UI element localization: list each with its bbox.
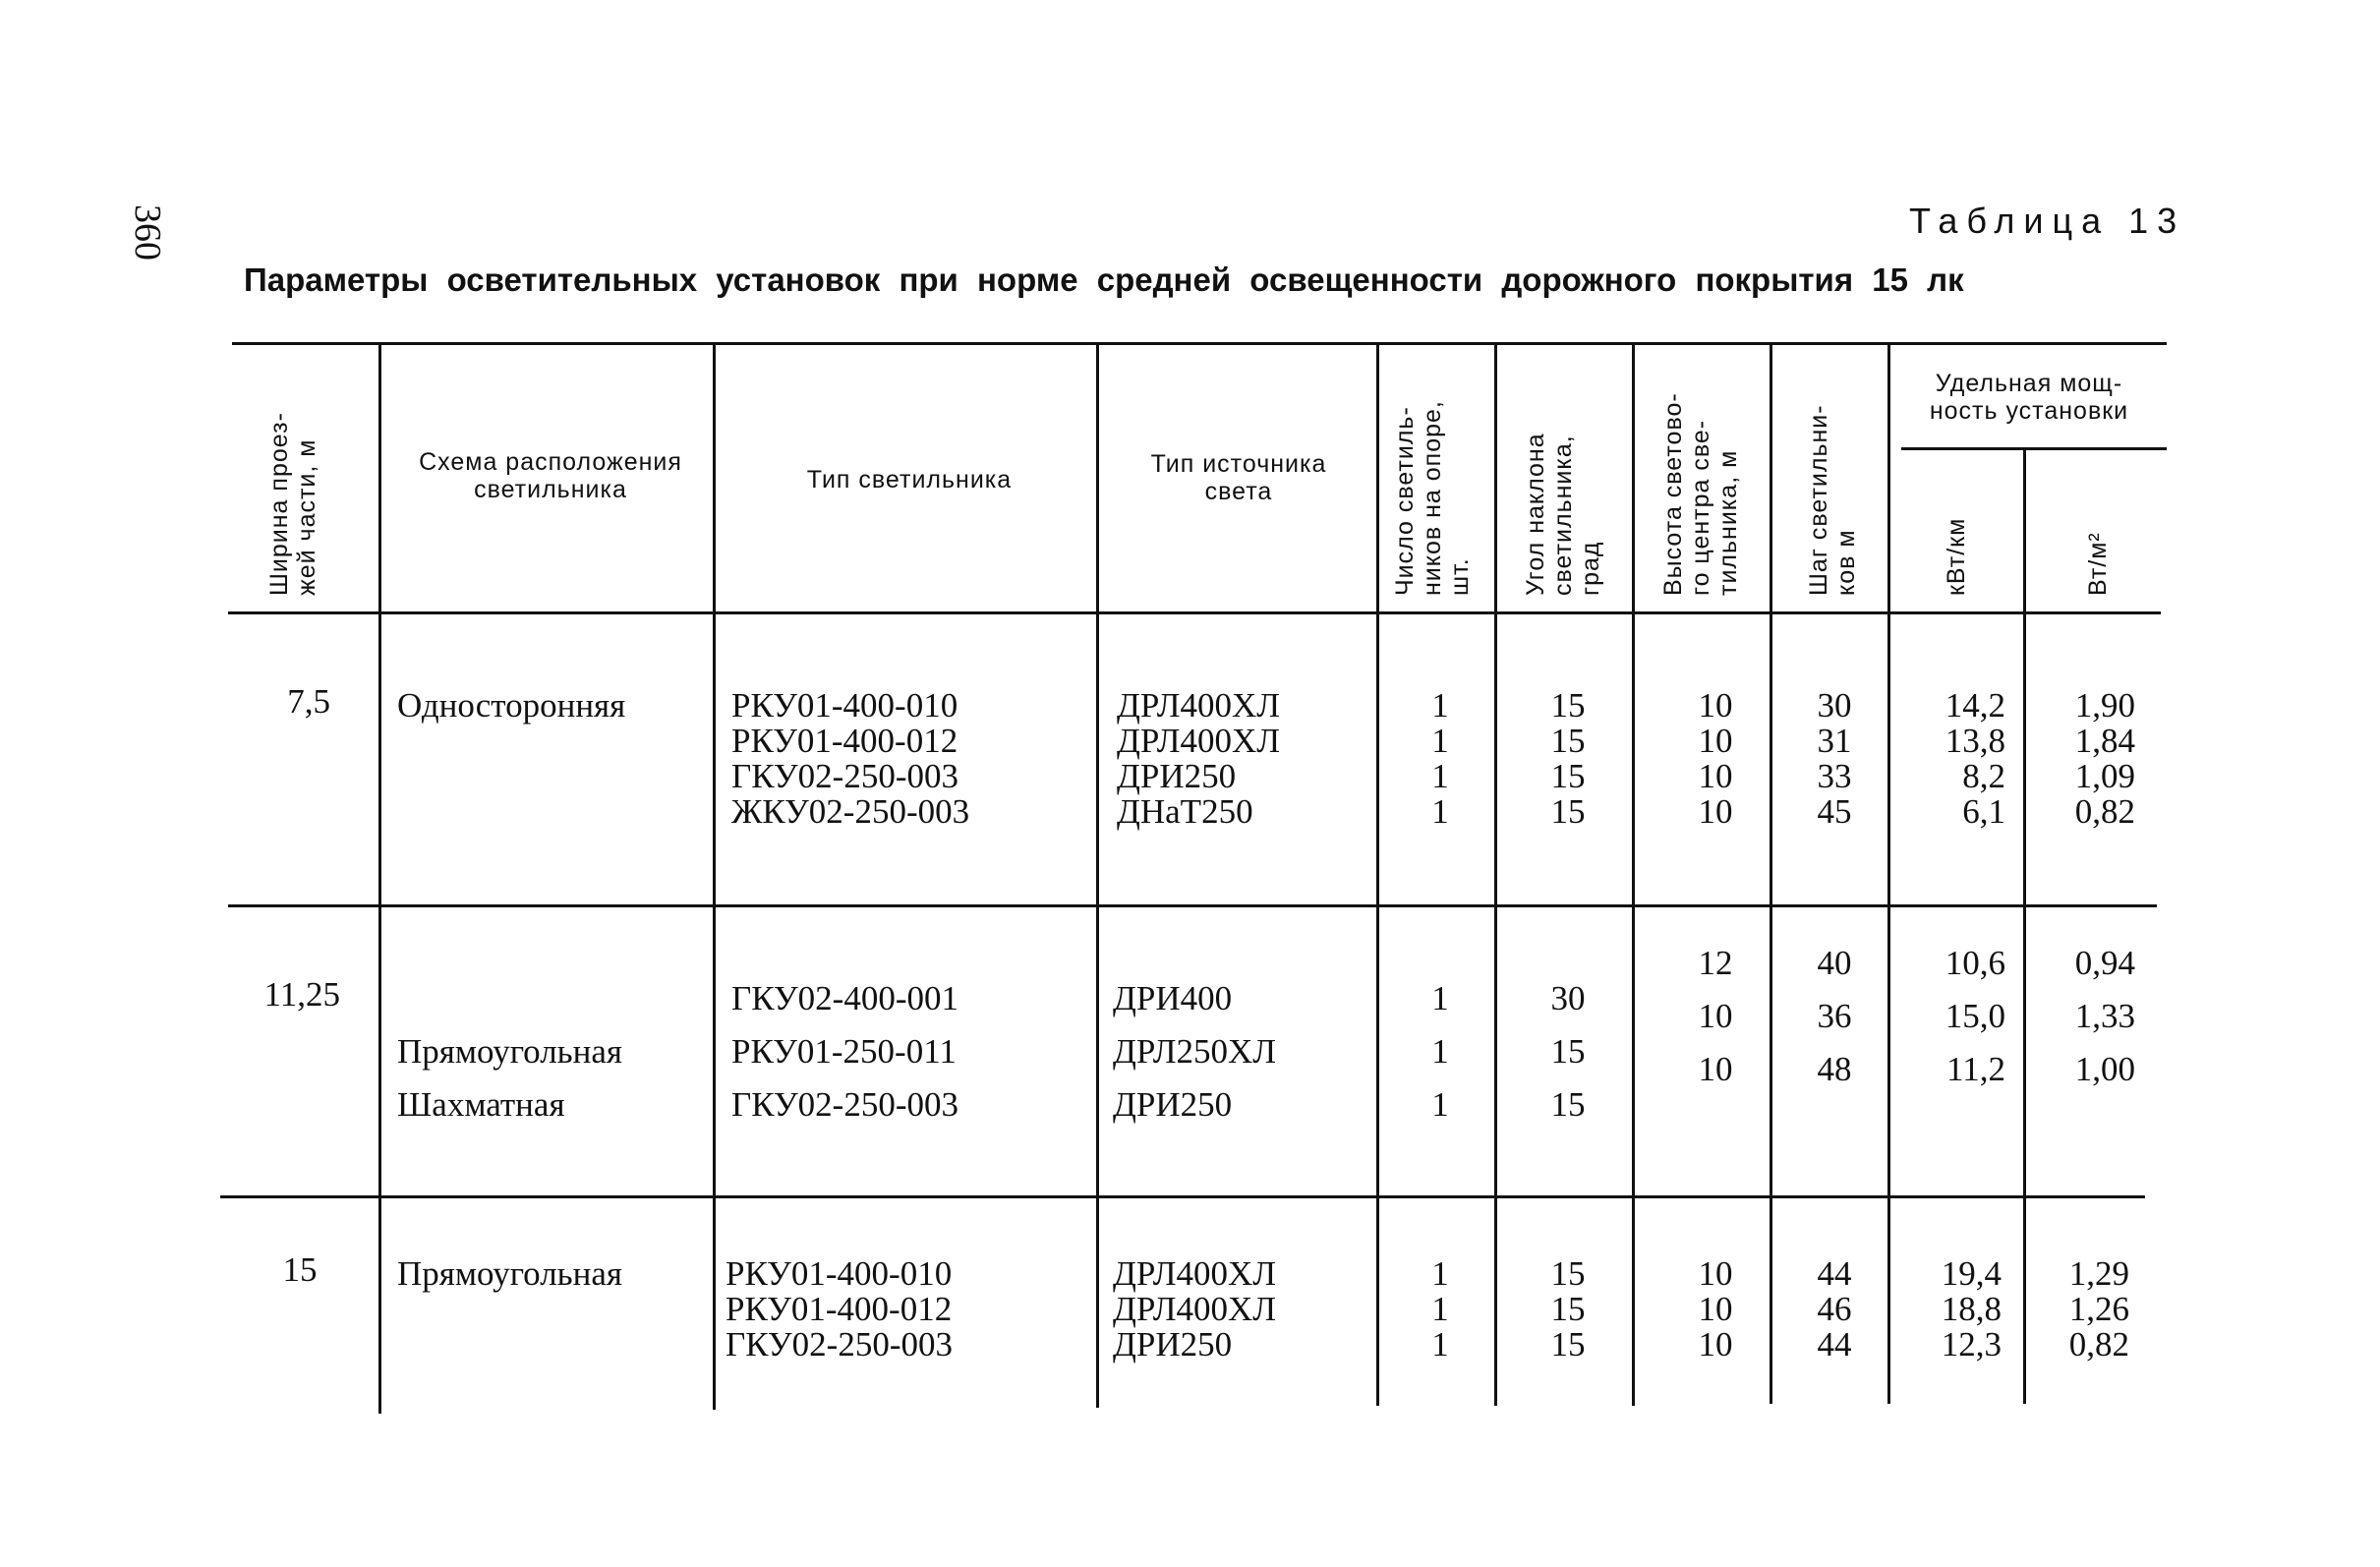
cell-source-line: ДРЛ250ХЛ [1113,1032,1276,1071]
cell-kw-line: 8,2 [1962,757,2005,795]
header-height-line: го центра све- [1687,419,1714,596]
cell-source-line: ДРЛ400ХЛ [1113,1254,1276,1293]
cell-scheme [397,688,625,724]
cell-luminaire-line: РКУ01-250-011 [731,1032,957,1071]
cell-luminaire-line: ГКУ02-250-003 [731,1085,958,1124]
cell-scheme-line: Прямоугольная [397,1032,623,1071]
header-count-line: Число светиль- [1391,406,1419,596]
cell-wm2-line: 1,29 [2068,1254,2129,1293]
cell-luminaire [731,688,969,830]
cell-wm2-line: 0,82 [2074,792,2135,831]
cell-angle [1514,688,1622,830]
cell-step [1787,688,1882,830]
cell-step-line: 44 [1817,1325,1852,1364]
cell-count-line: 1 [1431,1032,1449,1071]
header-angle [1522,433,1604,596]
header-height [1659,392,1742,596]
header-angle-line: Угол наклона [1522,433,1549,596]
cell-source-line: ДРЛ400ХЛ [1113,1290,1276,1328]
cell-height-line: 10 [1698,757,1733,795]
cell-count [1396,1256,1484,1363]
cell-height-line: 10 [1698,686,1733,725]
cell-angle-line: 15 [1550,1290,1586,1328]
cell-step-line: 40 [1817,944,1852,982]
cell-source-line: ДРЛ400ХЛ [1117,686,1280,725]
cell-width: 7,5 [287,682,330,721]
cell-luminaire-line: РКУ01-400-010 [726,1254,953,1293]
header-step-line: ков м [1832,529,1860,596]
cell-angle-line: 15 [1550,1254,1586,1293]
cell-count-line: 1 [1431,1254,1449,1293]
cell-height [1661,1256,1770,1363]
col-divider-6 [1632,344,1635,1406]
header-scheme-line: Схема расположения [419,448,682,476]
cell-width: 15 [282,1250,318,1289]
cell-height-line: 10 [1698,1254,1733,1293]
cell-angle-line: 15 [1550,1032,1586,1071]
cell-wm2-line: 1,84 [2074,722,2135,760]
cell-count-line: 1 [1431,686,1449,725]
header-scheme-line: светильника [474,476,627,503]
cell-count-line: 1 [1431,757,1449,795]
cell-angle-line: 30 [1550,979,1586,1017]
cell-height-line: 12 [1698,944,1733,982]
cell-step-line: 44 [1817,1254,1852,1293]
cell-source [1117,688,1280,830]
header-power [1893,370,2165,425]
header-angle-line: град [1577,541,1604,596]
cell-wm2-line: 1,26 [2068,1290,2129,1328]
rule-group-1 [228,904,2157,907]
cell-kw-line: 19,4 [1941,1254,2002,1293]
cell-source-line: ДРИ250 [1113,1325,1233,1364]
cell-luminaire [726,1256,953,1363]
cell-kw-line: 12,3 [1941,1325,2002,1364]
cell-height-line: 10 [1698,1325,1733,1364]
cell-step-line: 46 [1817,1290,1852,1328]
rule-group-2 [220,1195,2145,1198]
cell-scheme-line: Односторонняя [397,686,626,725]
cell-kw-line: 13,8 [1945,722,2005,760]
cell-scheme-line: Прямоугольная [397,1254,623,1293]
cell-kw-line: 15,0 [1945,997,2005,1035]
cell-wm2-line: 1,90 [2074,686,2135,725]
cell-angle-line: 15 [1550,1085,1586,1124]
cell-step-line: 48 [1817,1050,1852,1088]
cell-count-line: 1 [1431,722,1449,760]
col-divider-8 [1887,344,1890,1404]
cell-step-line: 36 [1817,997,1852,1035]
header-count [1391,400,1474,596]
header-step-line: Шаг светильни- [1805,404,1832,596]
header-scheme [393,448,708,503]
cell-kw-line: 14,2 [1945,686,2005,725]
table-title: Параметры осветительных установок при норме средней освещенности дорожного покрытия 15 лк [244,261,1964,298]
cell-step-line: 33 [1817,757,1852,795]
header-width-line: жей части, м [293,438,320,596]
cell-source-line: ДРИ250 [1113,1085,1233,1124]
cell-height-line: 10 [1698,722,1733,760]
cell-count-line: 1 [1431,1085,1449,1124]
cell-width: 11,25 [263,975,340,1014]
header-angle-line: светильника, [1549,435,1577,596]
cell-angle [1514,1256,1622,1363]
cell-step-line: 31 [1817,722,1852,760]
col-divider-7 [1770,344,1772,1404]
cell-source-line: ДРИ250 [1117,757,1237,795]
header-power-line: Удельная мощ- [1935,370,2123,397]
cell-wm2 [2025,1256,2129,1363]
cell-angle-line: 15 [1550,1325,1586,1364]
cell-angle-line: 15 [1550,722,1586,760]
header-count-line: ников на опоре, [1419,400,1446,596]
header-power-line: ность установки [1929,397,2129,425]
header-height-line: тильника, м [1714,449,1742,596]
col-divider-4 [1376,344,1379,1406]
cell-source [1113,1256,1276,1363]
header-width [265,412,320,596]
col-divider-5 [1494,344,1497,1406]
cell-kw-line: 11,2 [1946,1050,2005,1088]
cell-step [1787,1256,1882,1363]
cell-height-line: 10 [1698,997,1733,1035]
cell-wm2-line: 1,00 [2074,1050,2135,1088]
col-divider-1 [378,344,381,1414]
cell-height-line: 10 [1698,792,1733,831]
cell-height-line: 10 [1698,1050,1733,1088]
cell-count-line: 1 [1431,1290,1449,1328]
col-divider-2 [713,344,716,1410]
page-number: 360 [127,204,168,261]
cell-scheme [397,1256,622,1292]
cell-step-line: 45 [1817,792,1852,831]
header-kw: кВт/км [1943,517,1970,596]
cell-angle-line: 15 [1550,686,1586,725]
cell-luminaire-line: РКУ01-400-012 [726,1290,953,1328]
header-width-line: Ширина проез- [265,412,293,596]
rule-header-bottom [228,611,2161,614]
cell-count-line: 1 [1431,1325,1449,1364]
rule-power-sub [1901,447,2167,450]
cell-kw-line: 10,6 [1945,944,2005,982]
cell-count-line: 1 [1431,979,1449,1017]
cell-luminaire-line: ГКУ02-250-003 [731,757,958,795]
table-label: Таблица 13 [1909,201,2186,241]
cell-height-line: 10 [1698,1290,1733,1328]
cell-luminaire-line: ГКУ02-400-001 [731,979,958,1017]
header-count-line: шт. [1446,557,1474,596]
cell-source-line: ДРИ400 [1113,979,1233,1017]
header-luminaire: Тип светильника [806,466,1013,493]
cell-count-line: 1 [1431,792,1449,831]
cell-luminaire-line: ЖКУ02-250-003 [731,792,970,831]
cell-count [1396,688,1484,830]
cell-kw-line: 6,1 [1962,792,2005,831]
cell-angle-line: 15 [1550,757,1586,795]
header-wm2: Вт/м² [2084,532,2112,596]
cell-height [1661,688,1770,830]
header-step [1805,404,1860,596]
cell-luminaire-line: ГКУ02-250-003 [726,1325,953,1364]
rule-top [232,342,2167,345]
cell-wm2-line: 0,94 [2074,944,2135,982]
cell-kw [1897,688,2005,830]
cell-wm2-line: 1,33 [2074,997,2135,1035]
header-source [1106,450,1371,505]
cell-step-line: 30 [1817,686,1852,725]
cell-luminaire-line: РКУ01-400-012 [731,722,958,760]
cell-kw-line: 18,8 [1941,1290,2002,1328]
header-source-line: Тип источника [1150,450,1327,478]
cell-wm2 [2031,688,2135,830]
col-divider-3 [1096,344,1099,1408]
cell-source-line: ДНаТ250 [1117,792,1253,831]
cell-scheme-line: Шахматная [397,1085,565,1124]
header-source-line: света [1204,478,1273,505]
cell-luminaire-line: РКУ01-400-010 [731,686,958,725]
cell-wm2-line: 0,82 [2068,1325,2129,1364]
cell-kw [1897,1256,2002,1363]
cell-source-line: ДРЛ400ХЛ [1117,722,1280,760]
cell-angle-line: 15 [1550,792,1586,831]
cell-wm2-line: 1,09 [2074,757,2135,795]
header-height-line: Высота светово- [1659,392,1687,596]
